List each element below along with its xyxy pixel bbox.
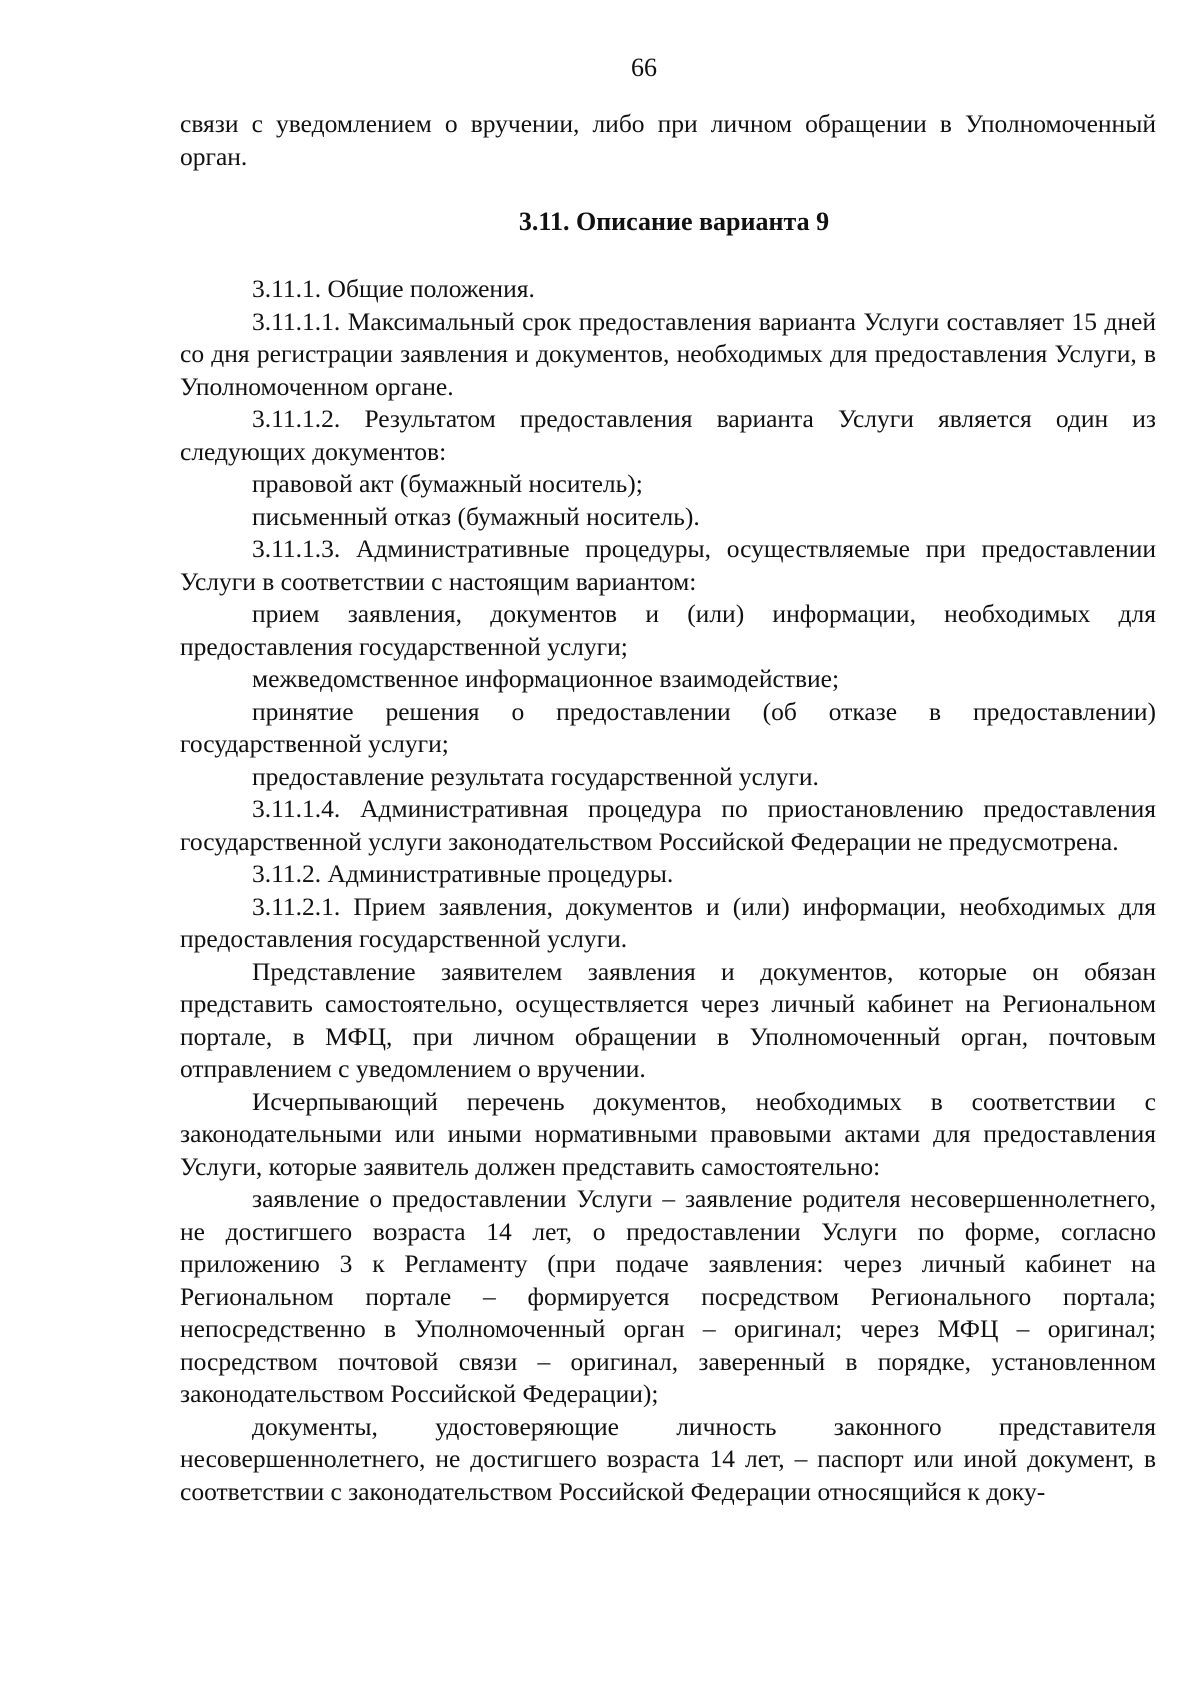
paragraph: принятие решения о предоставлении (об отказе в предоставлении) государственной услуги; [180,696,1156,758]
paragraph: 3.11.2.1. Прием заявления, документов и (или) информации, необходимых для предоставления государственной услуги. [180,891,1156,953]
intro-paragraph: связи с уведомлением о вручении, либо при личном обращении в Уполномоченный орган. [180,109,1156,171]
paragraph: межведомственное информационное взаимодействие; [252,664,840,693]
page-number: 66 [631,53,657,82]
paragraph: предоставление результата государственной услуги. [252,761,819,791]
paragraph: прием заявления, документов и (или) информации, необходимых для предоставления государственной услуги; [180,599,1156,661]
paragraph: 3.11.1.1. Максимальный срок предоставления варианта Услуги составляет 15 дней со дня регистрации заявления и документов, необходимых для предоставления Услуги, в Уполномоченном органе. [180,306,1156,401]
paragraph: Исчерпывающий перечень документов, необходимых в соответствии с законодательными или иными нормативными правовыми актами для предоставления Услуги, которые заявитель должен представить самостоятельно: [180,1086,1156,1181]
paragraph: письменный отказ (бумажный носитель). [252,501,700,531]
paragraph: Представление заявителем заявления и документов, которые он обязан представить самостоятельно, осуществляется через личный кабинет на Региональном портале, в МФЦ, при личном обращении в Уполномоченный орган, почтовым отправлением с уведомлением о вручении. [180,956,1156,1083]
paragraph: 3.11.1. Общие положения. [252,274,535,303]
paragraph: 3.11.1.4. Административная процедура по приостановлению предоставления государственной услуги законодательством Российской Федерации не предусмотрена. [180,794,1156,856]
paragraph: заявление о предоставлении Услуги – заявление родителя несовершеннолетнего, не достигшего возраста 14 лет, о предоставлении Услуги по форме, согласно приложению 3 к Регламенту (при подаче заявления: через личный кабинет на Региональном портале – формируется посредством Регионального портала; непосредственно в Уполномоченный орган – оригинал; через МФЦ – оригинал; посредством почтовой связи – оригинал, заверенный в порядке, установленном законодательством Российской Федерации); [180,1184,1156,1408]
paragraph: 3.11.1.3. Административные процедуры, осуществляемые при предоставлении Услуги в соответствии с настоящим вариантом: [180,534,1156,596]
paragraph: 3.11.2. Административные процедуры. [252,859,674,888]
document-body [180,108,1156,1508]
paragraph: 3.11.1.2. Результатом предоставления варианта Услуги является один из следующих документов: [180,404,1156,466]
section-heading: 3.11. Описание варианта 9 [518,207,830,236]
paragraph: правовой акт (бумажный носитель); [252,469,643,498]
paragraph: документы, удостоверяющие личность законного представителя несовершеннолетнего, не достигшего возраста 14 лет, – паспорт или иной документ, в соответствии с законодательством Российской Федерации относящийся к доку- [180,1411,1156,1506]
